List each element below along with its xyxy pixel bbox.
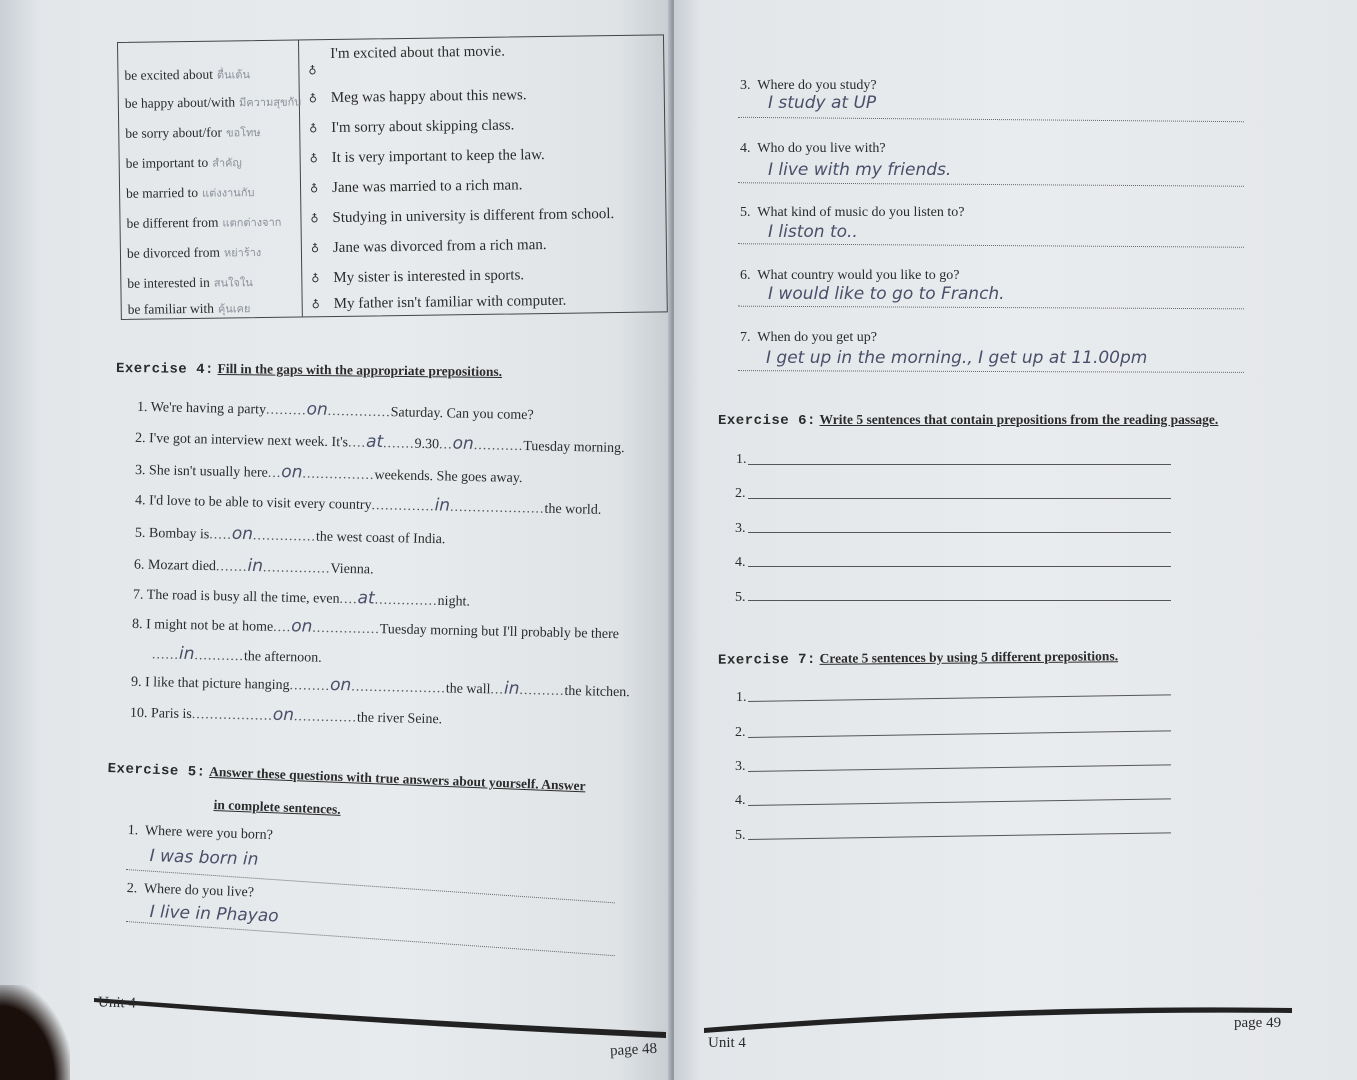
exercise-5-question: 6. What country would you like to go?	[740, 268, 960, 283]
exercise-4-item: 2. I've got an interview next week. It's....at.......9.30...on...........Tuesday morning.	[134, 430, 625, 457]
exercise-4-item-continued: ......in...........the afternoon.	[151, 643, 322, 666]
handwritten-answer: at	[357, 588, 375, 609]
answer-line[interactable]	[748, 729, 1171, 738]
handwritten-answer: I liston to..	[768, 222, 858, 242]
bullet-icon: ♁	[308, 65, 317, 78]
handwritten-answer: I was born in	[149, 846, 259, 870]
vocab-phrase: be excited about ตื่นเต้น	[124, 66, 251, 83]
line-number: 4.	[735, 793, 746, 808]
exercise-5-title: Exercise 5: Answer these questions with true answers about yourself. Answer	[107, 760, 586, 794]
handwritten-answer: on	[272, 704, 295, 726]
answer-line[interactable]	[738, 116, 1244, 122]
vocab-phrase: be important to สำคัญ	[125, 154, 242, 171]
vocab-phrase: be divorced from หย่าร้าง	[126, 244, 262, 261]
vocab-example: My father isn't familiar with computer.	[333, 292, 567, 312]
answer-line[interactable]	[748, 763, 1171, 772]
handwritten-answer: I live with my friends.	[768, 160, 952, 180]
vocab-phrase: be familiar with คุ้นเคย	[127, 300, 251, 317]
exercise-4-title: Exercise 4: Fill in the gaps with the appropriate prepositions.	[115, 360, 503, 380]
vocab-phrase: be happy about/with มีความสุขกับ	[124, 94, 302, 111]
vocab-example: Meg was happy about this news.	[330, 87, 527, 107]
line-number: 5.	[735, 590, 746, 605]
handwritten-answer: on	[290, 616, 313, 637]
vocab-example: I'm excited about that movie.	[330, 43, 506, 63]
answer-line[interactable]	[748, 497, 1171, 499]
exercise-4-item: 1. We're having a party.........on..............Saturday. Can you come?	[136, 399, 534, 424]
line-number: 3.	[735, 521, 746, 536]
exercise-4-item: 4. I'd love to be able to visit every country..............in.....................the world.	[134, 493, 602, 518]
footer-swoosh	[90, 990, 670, 1050]
page-number: page 49	[1234, 1015, 1282, 1031]
handwritten-answer: at	[365, 431, 384, 453]
line-number: 1.	[736, 452, 747, 467]
answer-line[interactable]	[748, 693, 1171, 702]
bullet-icon: ♁	[309, 153, 318, 166]
answer-line[interactable]	[748, 463, 1171, 465]
exercise-4-item: 8. I might not be at home....on...............Tuesday morning but I'll probably be there	[131, 616, 620, 643]
footer-swoosh	[702, 1000, 1302, 1040]
handwritten-answer: in	[434, 495, 451, 516]
bullet-icon: ♁	[309, 123, 318, 136]
exercise-4-item: 3. She isn't usually here...on................weekends. She goes away.	[134, 462, 523, 487]
handwritten-answer: I study at UP	[768, 93, 877, 113]
line-number: 1.	[736, 690, 747, 705]
vocab-phrase: be interested in สนใจใน	[127, 274, 253, 291]
bullet-icon: ♁	[311, 273, 320, 286]
answer-line[interactable]	[748, 565, 1171, 567]
exercise-4-item: 9. I like that picture hanging.........on.....................the wall...in..........the kitchen.	[130, 674, 630, 701]
vocab-table	[117, 34, 668, 320]
answer-line[interactable]	[738, 305, 1244, 310]
vocab-phrase: be different from แตกต่างจาก	[126, 214, 282, 231]
vocab-example: My sister is interested in sports.	[333, 267, 525, 287]
exercise-4-item: 7. The road is busy all the time, even....at..............night.	[132, 587, 471, 610]
bullet-icon: ♁	[310, 243, 320, 256]
handwritten-answer: I live in Phayao	[149, 902, 279, 927]
footer-unit: Unit 4	[97, 994, 137, 1012]
page-number: page 48	[609, 1040, 658, 1060]
exercise-5-question: 2. Where do you live?	[126, 881, 255, 901]
vocab-example: Jane was divorced from a rich man.	[332, 237, 547, 257]
right-page	[674, 0, 1357, 1080]
answer-line[interactable]	[748, 831, 1171, 840]
line-number: 3.	[735, 759, 746, 774]
exercise-5-question: 1. Where were you born?	[127, 823, 274, 844]
handwritten-answer: on	[452, 433, 475, 454]
exercise-5-title-line-2: in complete sentences.	[213, 797, 342, 817]
exercise-6-title: Exercise 6: Write 5 sentences that contain prepositions from the reading passage.	[718, 412, 1219, 429]
bullet-icon: ♁	[309, 183, 319, 196]
handwritten-answer: on	[329, 674, 352, 696]
vocab-example: I'm sorry about skipping class.	[331, 117, 515, 137]
answer-line[interactable]	[738, 181, 1244, 187]
footer-unit: Unit 4	[708, 1035, 746, 1051]
exercise-5-question: 3. Where do you study?	[740, 78, 877, 93]
exercise-5-question: 4. Who do you live with?	[740, 141, 886, 156]
handwritten-answer: I would like to go to Franch.	[768, 284, 1005, 304]
exercise-5-question: 5. What kind of music do you listen to?	[740, 205, 965, 220]
line-number: 2.	[735, 486, 746, 501]
exercise-4-item: 6. Mozart died.......in...............Vienna.	[133, 555, 374, 578]
answer-line[interactable]	[748, 599, 1171, 601]
line-number: 4.	[735, 555, 746, 570]
exercise-7-title: Exercise 7: Create 5 sentences by using 5 different prepositions.	[717, 648, 1119, 669]
handwritten-answer: on	[281, 462, 303, 483]
answer-line[interactable]	[126, 920, 615, 956]
vocab-example: It is very important to keep the law.	[331, 147, 545, 167]
bullet-icon: ♁	[310, 213, 319, 226]
line-number: 2.	[735, 725, 746, 740]
bullet-icon: ♁	[308, 93, 317, 106]
answer-line[interactable]	[738, 369, 1244, 373]
handwritten-answer: in	[178, 643, 195, 665]
vocab-phrase: be sorry about/for ขอโทษ	[125, 124, 261, 141]
line-number: 5.	[735, 828, 746, 843]
handwritten-answer: in	[503, 678, 520, 699]
vocab-example: Studying in university is different from school.	[332, 206, 615, 227]
vocab-phrase: be married to แต่งงานกับ	[126, 184, 255, 201]
vocab-example: Jane was married to a rich man.	[331, 177, 523, 197]
exercise-5-question: 7. When do you get up?	[740, 330, 877, 345]
left-page	[0, 0, 672, 1080]
handwritten-answer: on	[231, 523, 254, 545]
handwritten-answer: in	[247, 555, 264, 577]
bullet-icon: ♁	[311, 299, 320, 312]
answer-line[interactable]	[748, 797, 1171, 806]
handwritten-answer: I get up in the morning., I get up at 11.00pm	[766, 348, 1148, 368]
answer-line[interactable]	[738, 242, 1244, 248]
handwritten-answer: on	[306, 399, 328, 420]
corner-shadow	[0, 985, 70, 1080]
exercise-4-item: 5. Bombay is.....on..............the west coast of India.	[134, 523, 446, 548]
answer-line[interactable]	[748, 531, 1171, 533]
exercise-4-item: 10. Paris is..................on..............the river Seine.	[129, 704, 443, 728]
